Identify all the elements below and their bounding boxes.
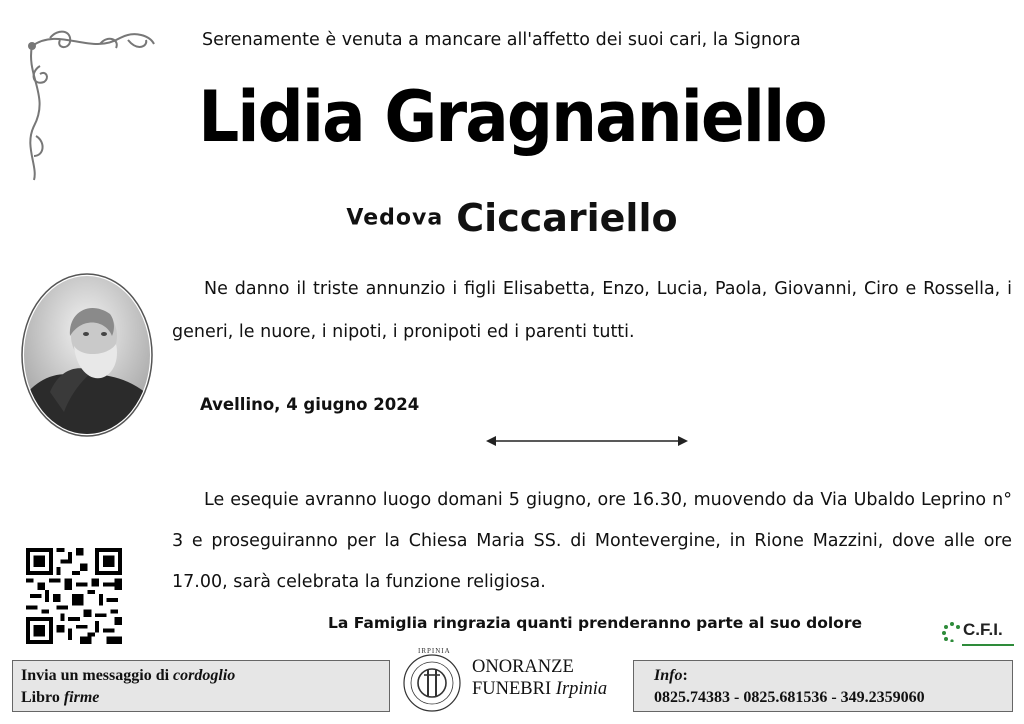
guestbook-text: Libro [21,689,64,706]
logo-line2: FUNEBRI [472,679,556,699]
cfi-dots-icon [942,622,962,642]
widow-surname: Ciccariello [456,196,678,240]
guestbook-italic: firme [63,689,100,706]
intro-text: Serenamente è venuta a mancare all'affetto dei suoi cari, la Signora [202,30,801,50]
info-box [633,660,1013,712]
funeral-home-logo-icon [402,650,462,714]
condolence-text: Invia un messaggio di [21,667,174,684]
info-colon: : [682,667,688,684]
guestbook-link[interactable] [21,687,381,709]
announcement-paragraph: Ne danno il triste annunzio i figli Elisabetta, Enzo, Lucia, Paola, Giovanni, Ciro e Rossella, i generi, le nuore, i nipoti, i pronipoti ed i parenti tutti. [172,279,1012,342]
cfi-underline [962,644,1014,646]
logo-line2-italic: Irpinia [555,679,608,699]
place-date: Avellino, 4 giugno 2024 [200,395,420,414]
logo-line1: ONORANZE [472,657,574,677]
info-phones[interactable]: 0825.74383 - 0825.681536 - 349.2359060 [654,689,925,706]
double-arrow-divider [486,434,688,448]
info-label: Info [654,667,683,684]
cfi-text: C.F.I. [963,620,1003,639]
funeral-paragraph: Le esequie avranno luogo domani 5 giugno, ore 16.30, muovendo da Via Ubaldo Leprino n° 3 e proseguiranno per la Chiesa Maria SS. di Montevergine, in Rione Mazzini, dove alle ore 17.00, sarà celebrata la funzione religiosa. [172,490,1012,592]
condolence-link[interactable] [21,665,381,687]
funeral-home-name [472,656,607,700]
cfi-logo [942,620,1016,650]
logo-ring-text: IRPINIA [418,647,451,655]
family-thanks: La Famiglia ringrazia quanti prenderanno parte al suo dolore [327,614,862,632]
widow-label: Vedova [346,205,444,231]
portrait-photo [20,272,154,438]
condolence-box[interactable] [12,660,390,712]
deceased-name: Lidia Gragnaniello [198,76,826,158]
condolence-italic: cordoglio [173,667,236,684]
widow-line [0,196,1024,240]
